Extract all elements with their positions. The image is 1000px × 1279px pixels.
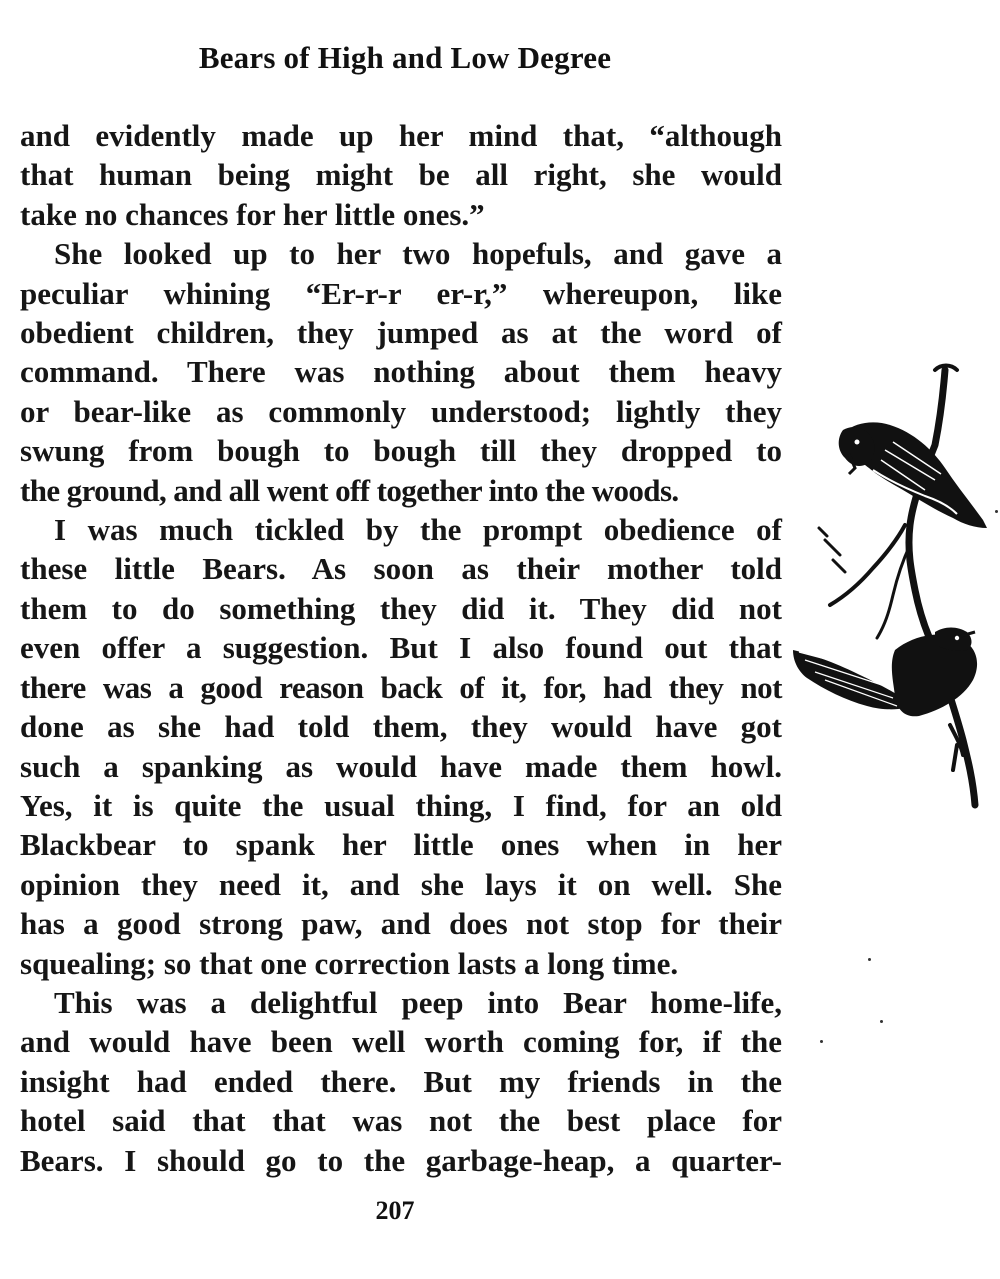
text-line: insight had ended there. But my friends in the — [20, 1063, 782, 1099]
text-line: that human being might be all right, she would — [20, 157, 782, 193]
text-line: even offer a suggestion. But I also found out that — [20, 630, 782, 666]
text-line: the ground, and all went off together into the woods. — [20, 472, 679, 508]
text-line: or bear-like as commonly understood; lightly they — [20, 393, 782, 429]
text-line: such a spanking as would have made them howl. — [20, 748, 782, 784]
body-text — [20, 116, 782, 1180]
text-line: swung from bough to bough till they dropped to — [20, 433, 782, 469]
text-line: obedient children, they jumped as at the word of — [20, 315, 782, 351]
text-line: peculiar whining “Er-r-r er-r,” whereupon, like — [20, 275, 782, 311]
ink-speck — [995, 510, 998, 513]
text-line: these little Bears. As soon as their mother told — [20, 551, 782, 587]
page-number: 207 — [375, 1196, 415, 1225]
text-line: This was a delightful peep into Bear home-life, — [54, 984, 782, 1020]
ink-speck — [880, 1020, 883, 1023]
text-line: command. There was nothing about them heavy — [20, 354, 782, 390]
text-line: She looked up to her two hopefuls, and gave a — [54, 236, 782, 272]
text-line: hotel said that that was not the best place for — [20, 1103, 782, 1139]
text-line: Yes, it is quite the usual thing, I find, for an old — [20, 787, 782, 823]
text-line: Bears. I should go to the garbage-heap, a quarter- — [20, 1142, 782, 1178]
twig-stroke — [819, 528, 845, 572]
birds-illustration — [785, 350, 1000, 820]
ink-speck — [820, 1040, 823, 1043]
text-line: there was a good reason back of it, for, had they not — [20, 669, 782, 705]
text-line: and evidently made up her mind that, “although — [20, 118, 782, 153]
bird-icon-bottom — [793, 628, 977, 717]
text-line: Blackbear to spank her little ones when in her — [20, 827, 782, 863]
text-line: squealing; so that one correction lasts a long time. — [20, 945, 679, 981]
text-line: has a good strong paw, and does not stop for their — [20, 906, 782, 942]
text-line: and would have been well worth coming for, if the — [20, 1024, 782, 1060]
text-line: take no chances for her little ones.” — [20, 196, 485, 232]
running-head: Bears of High and Low Degree — [198, 40, 612, 75]
branch-stroke — [909, 370, 975, 805]
text-line: done as she had told them, they would have got — [20, 709, 782, 745]
text-line: I was much tickled by the prompt obedience of — [54, 512, 782, 548]
text-line: them to do something they did it. They did not — [20, 590, 782, 626]
ink-speck — [868, 958, 871, 961]
text-line: opinion they need it, and she lays it on well. She — [20, 866, 782, 902]
